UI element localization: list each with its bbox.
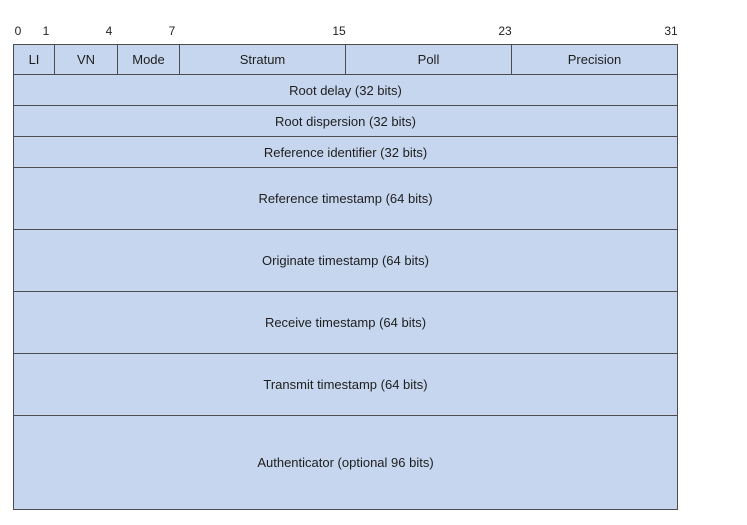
field-poll-label: Poll	[417, 52, 440, 67]
field-poll	[345, 44, 512, 75]
bit-label-4: 4	[105, 24, 113, 38]
field-precision	[511, 44, 678, 75]
field-vn-label: VN	[76, 52, 96, 67]
bit-label-0: 0	[14, 24, 22, 38]
field-receive-timestamp-label: Receive timestamp (64 bits)	[264, 315, 427, 330]
field-stratum	[179, 44, 346, 75]
bit-label-7: 7	[168, 24, 176, 38]
field-reference-identifier-label: Reference identifier (32 bits)	[263, 144, 428, 160]
field-reference-identifier	[13, 136, 678, 168]
field-root-delay-label: Root delay (32 bits)	[289, 82, 402, 98]
field-precision-label: Precision	[567, 52, 622, 67]
field-reference-timestamp	[13, 167, 678, 230]
field-receive-timestamp	[13, 291, 678, 354]
bit-label-23: 23	[498, 24, 512, 38]
field-reference-timestamp-label: Reference timestamp (64 bits)	[258, 191, 433, 206]
field-root-dispersion	[13, 105, 678, 137]
field-originate-timestamp	[13, 229, 678, 292]
field-stratum-label: Stratum	[239, 52, 286, 67]
field-li	[13, 44, 55, 75]
field-originate-timestamp-label: Originate timestamp (64 bits)	[262, 253, 429, 268]
field-vn	[54, 44, 118, 75]
field-li-label: LI	[28, 52, 40, 67]
bit-label-1: 1	[42, 24, 50, 38]
field-transmit-timestamp-label: Transmit timestamp (64 bits)	[263, 377, 428, 392]
bit-label-31: 31	[664, 24, 678, 38]
field-root-dispersion-label: Root dispersion (32 bits)	[275, 113, 416, 129]
field-mode	[117, 44, 180, 75]
field-authenticator-label: Authenticator (optional 96 bits)	[257, 455, 434, 470]
field-root-delay	[13, 74, 678, 106]
field-transmit-timestamp	[13, 353, 678, 416]
field-authenticator	[13, 415, 678, 510]
field-mode-label: Mode	[132, 52, 165, 67]
bit-label-15: 15	[332, 24, 346, 38]
